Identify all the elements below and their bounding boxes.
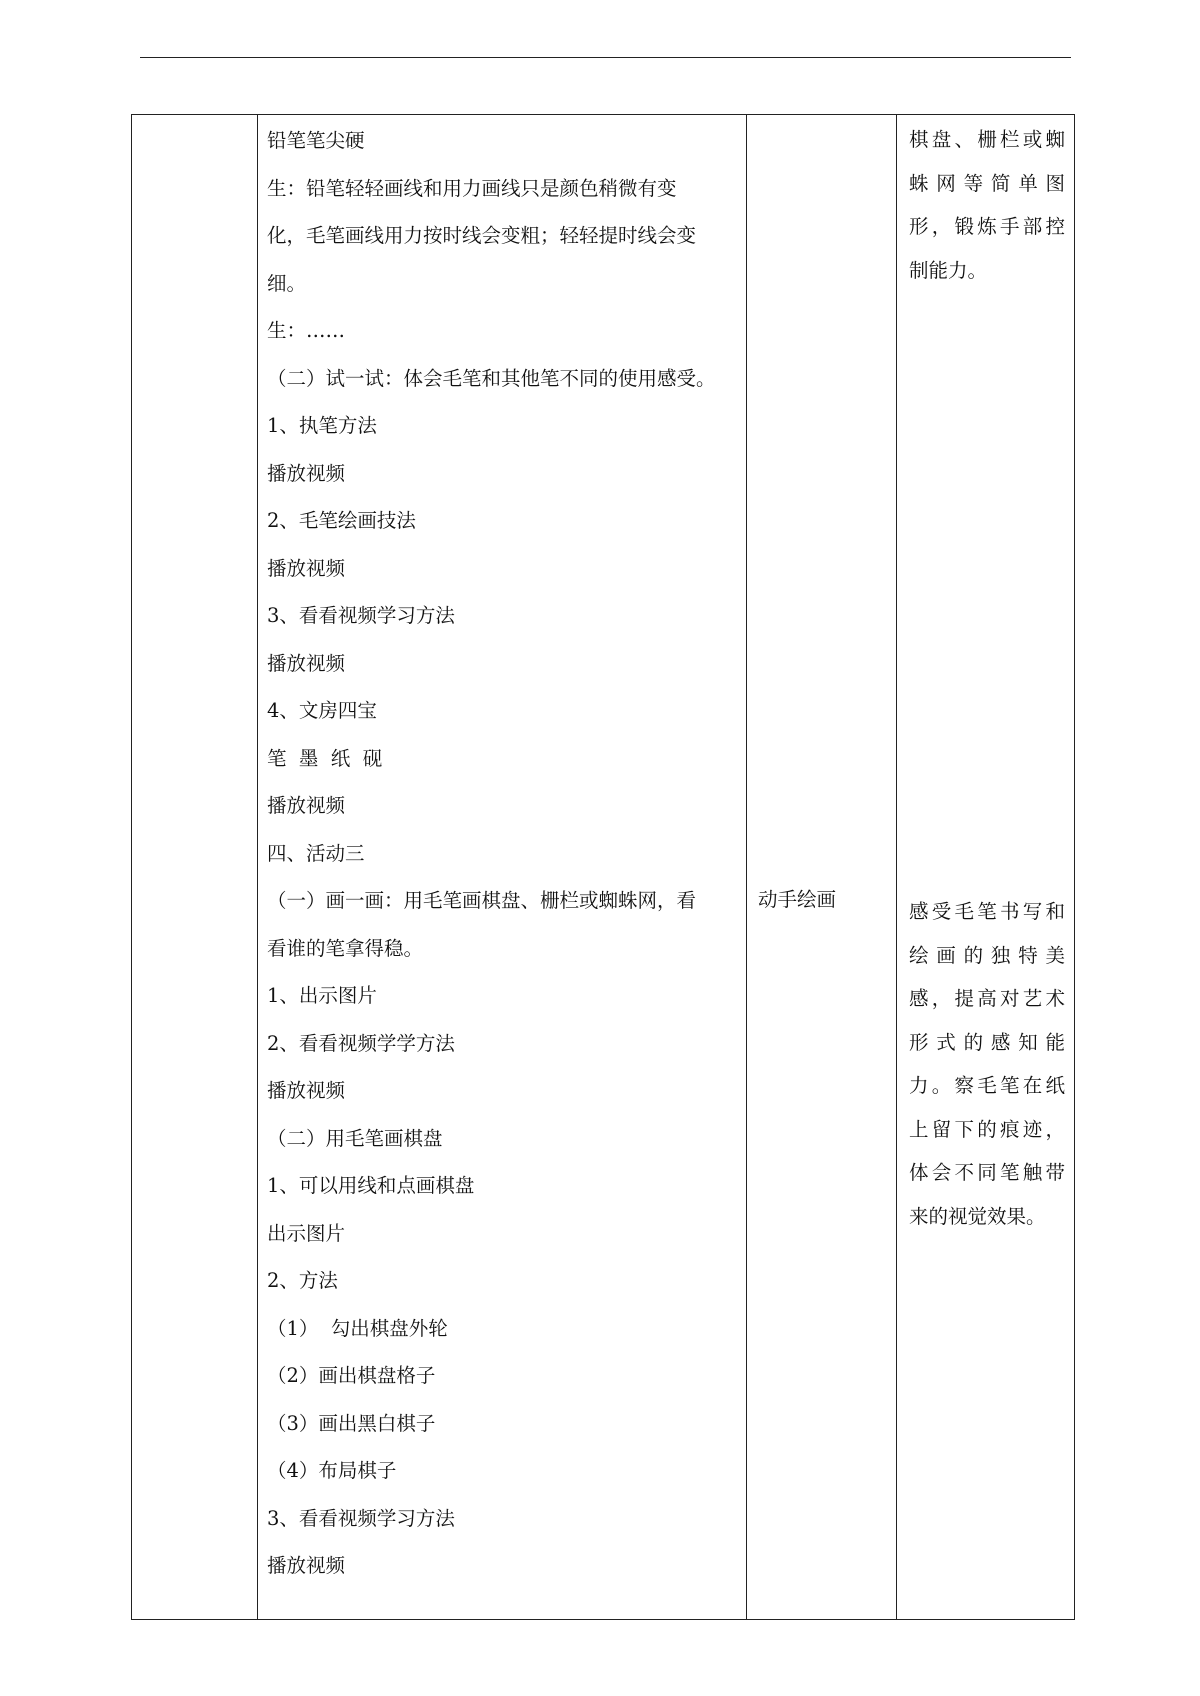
content-line: 播放视频 xyxy=(267,651,346,675)
content-line: 播放视频 xyxy=(267,1554,346,1577)
column-divider xyxy=(896,115,897,1619)
content-line: 看谁的笔拿得稳。 xyxy=(267,936,424,960)
content-line: 播放视频 xyxy=(267,556,346,580)
note-line: 感，提高对艺术 xyxy=(909,987,1065,1010)
content-line: 3、看看视频学习方法 xyxy=(267,604,455,627)
note-line: 感受毛笔书写和 xyxy=(909,900,1065,923)
content-line: （3）画出黑白棋子 xyxy=(267,1411,436,1435)
column-divider xyxy=(257,115,258,1619)
content-line: 2、方法 xyxy=(267,1269,338,1292)
content-line: 2、看看视频学学方法 xyxy=(267,1031,455,1055)
note-line: 绘画的独特美 xyxy=(909,943,1065,967)
note-line: 力。察毛笔在纸 xyxy=(909,1074,1065,1097)
note-line: 体会不同笔触带 xyxy=(909,1161,1065,1184)
design-intent-note xyxy=(909,890,1065,1238)
content-line: 播放视频 xyxy=(267,461,346,485)
note-line: 蛛网等简单图 xyxy=(909,171,1065,195)
content-line: 出示图片 xyxy=(267,1221,346,1245)
content-line: 铅笔笔尖硬 xyxy=(267,129,365,152)
design-intent-note xyxy=(909,118,1065,292)
header-rule xyxy=(140,57,1071,58)
note-line: 来的视觉效果。 xyxy=(909,1204,1046,1228)
content-line: （一）画一画：用毛笔画棋盘、栅栏或蜘蛛网，看 xyxy=(267,889,697,912)
content-line: 细。 xyxy=(267,271,307,295)
content-line: 1、可以用线和点画棋盘 xyxy=(267,1174,475,1197)
content-line: 笔 墨 纸 砚 xyxy=(267,746,383,770)
note-line: 形，锻炼手部控 xyxy=(909,215,1065,238)
content-line: 化，毛笔画线用力按时线会变粗；轻轻提时线会变 xyxy=(267,224,697,247)
content-line: 生：…… xyxy=(267,319,346,342)
content-line: （1） 勾出棋盘外轮 xyxy=(267,1316,448,1340)
content-line: 2、毛笔绘画技法 xyxy=(267,509,416,532)
content-line: 4、文房四宝 xyxy=(267,699,377,722)
content-line: 播放视频 xyxy=(267,1079,346,1102)
note-line: 制能力。 xyxy=(909,258,988,282)
content-line: 3、看看视频学习方法 xyxy=(267,1506,455,1530)
teaching-process-column xyxy=(267,117,737,1590)
student-activity-cell: 动手绘画 xyxy=(758,888,837,911)
content-line: （二）用毛笔画棋盘 xyxy=(267,1126,443,1150)
content-line: 播放视频 xyxy=(267,794,346,817)
content-line: （二）试一试：体会毛笔和其他笔不同的使用感受。 xyxy=(267,366,716,390)
note-line: 形式的感知能 xyxy=(909,1030,1065,1054)
column-divider xyxy=(746,115,747,1619)
content-line: （4）布局棋子 xyxy=(267,1459,397,1482)
content-line: （2）画出棋盘格子 xyxy=(267,1364,436,1387)
content-line: 1、出示图片 xyxy=(267,984,377,1007)
note-line: 上留下的痕迹， xyxy=(909,1117,1065,1141)
content-line: 四、活动三 xyxy=(267,841,365,865)
content-line: 1、执笔方法 xyxy=(267,414,377,437)
note-line: 棋盘、栅栏或蜘 xyxy=(909,128,1065,151)
content-line: 生：铅笔轻轻画线和用力画线只是颜色稍微有变 xyxy=(267,176,677,200)
